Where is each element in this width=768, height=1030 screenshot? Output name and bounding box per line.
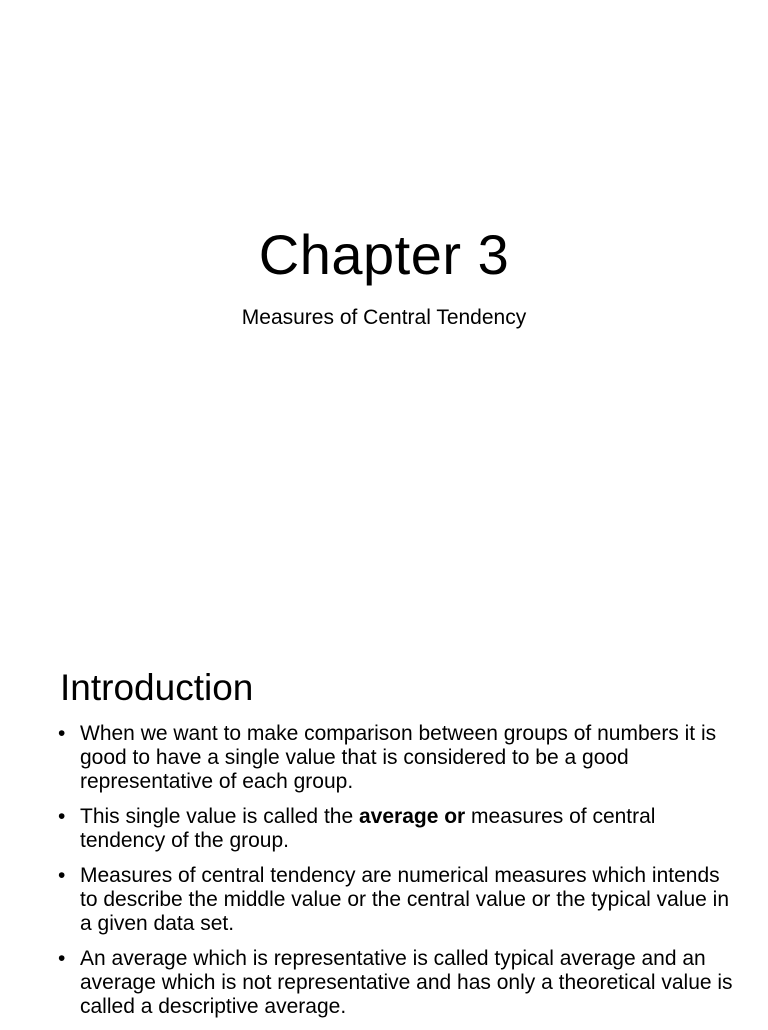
chapter-title: Chapter 3 [258, 223, 510, 286]
bullet-icon: • [58, 722, 66, 745]
introduction-slide [0, 640, 768, 1024]
bullet-text: When we want to make comparison between groups of numbers it is good to have a single value that is considered to be a good representative of each group. [80, 722, 717, 793]
bullet-icon: • [58, 805, 66, 828]
bullet-text-after: measures of central tendency of the group. [80, 805, 656, 852]
chapter-subtitle: Measures of Central Tendency [241, 306, 527, 329]
introduction-heading: Introduction [60, 667, 254, 708]
bullet-icon: • [58, 864, 66, 887]
introduction-bullet-list [58, 722, 738, 1030]
bullet-text: Measures of central tendency are numerical measures which intends to describe the middle value or the central value or the typical value in a given data set. [80, 864, 730, 935]
bullet-text-bold: average or [358, 805, 466, 828]
bullet-item [58, 947, 738, 1019]
bullet-text: An average which is representative is called typical average and an average which is not representative and has only a theoretical value is called a descriptive average. [80, 947, 733, 1018]
bullet-item [58, 864, 738, 936]
bullet-icon: • [58, 947, 66, 970]
bullet-item [58, 805, 738, 853]
bullet-item [58, 722, 738, 794]
bullet-text-before: This single value is called the [80, 805, 359, 828]
